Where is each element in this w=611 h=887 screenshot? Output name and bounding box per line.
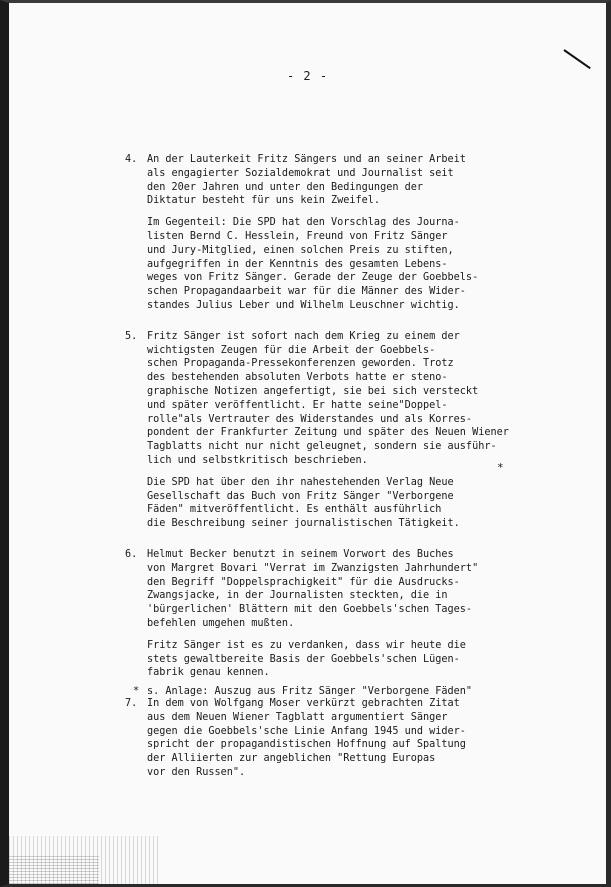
numbered-item-4 xyxy=(119,153,539,313)
paragraph: Fritz Sänger ist es zu verdanken, dass wir heute die stets gewaltbereite Basis der Goebbels'schen Lügen- fabrik genau kennen. xyxy=(147,639,466,679)
paragraph: Fritz Sänger ist sofort nach dem Krieg zu einem der wichtigsten Zeugen für die Arbeit der Goebbels- schen Propaganda-Pressekonferenzen geworden. Trotz des bestehenden absoluten Verbots hatte er steno- graphische Notizen angefertigt, sie bei sich versteckt und später veröffentlicht. Er hatte seine"Doppel- rolle"als Vertrauter des Widerstandes und als Korres- pondent der Frankfurter Zeitung und später des Neuen Wiener Tagblatts nicht nur nicht geleugnet, sondern sie ausführ- lich und selbstkritisch beschrieben. xyxy=(147,330,509,466)
item-number: 4. xyxy=(125,154,138,165)
footnote-marker: * xyxy=(133,686,140,697)
footnote-reference-mark: * xyxy=(497,461,504,474)
footnote xyxy=(133,685,533,699)
paragraph: An der Lauterkeit Fritz Sängers und an seiner Arbeit als engagierter Sozialdemokrat und Journalist seit den 20er Jahren und unter den Bedingungen der Diktatur besteht für uns kein Zweifel. xyxy=(147,154,466,207)
numbered-item-5 xyxy=(119,330,539,531)
numbered-item-6 xyxy=(119,548,539,680)
scan-smudge xyxy=(9,854,99,884)
paragraph: Die SPD hat über den ihr nahestehenden Verlag Neue Gesellschaft das Buch von Fritz Sänger "Verborgene Fäden" mitveröffentlicht. Es enthält ausführlich die Beschreibung seiner journalistischen Tätigkeit. xyxy=(147,476,460,530)
footnote-text: s. Anlage: Auszug aus Fritz Sänger "Verborgene Fäden" xyxy=(147,686,473,697)
numbered-item-7 xyxy=(119,697,539,780)
paragraph: Helmut Becker benutzt in seinem Vorwort des Buches von Margret Bovari "Verrat im Zwanzigsten Jahrhundert" den Begriff "Doppelsprachigkeit" für die Ausdrucks- Zwangsjacke, in der Journalisten steckten, die in 'bürgerlichen' Blättern mit den Goebbels'schen Tages- befehlen umgehen mußten. xyxy=(147,548,479,629)
page-number: - 2 - xyxy=(286,69,329,83)
item-number: 7. xyxy=(125,698,138,710)
pen-stroke-mark xyxy=(563,49,590,69)
paragraph: In dem von Wolfgang Moser verkürzt gebrachten Zitat aus dem Neuen Wiener Tagblatt argumentiert Sänger gegen die Goebbels'sche Linie Anfang 1945 und wider- spricht der propagandistischen Hoffnung auf Spaltung der Alliierten zur angeblichen "Rettung Europas vor den Russen". xyxy=(147,698,466,779)
item-number: 5. xyxy=(125,330,138,342)
document-body xyxy=(119,153,539,797)
paragraph: Im Gegenteil: Die SPD hat den Vorschlag des Journa- listen Bernd C. Hesslein, Freund von Fritz Sänger und Jury-Mitglied, einen solchen Preis zu stiften, aufgegriffen in der Kenntnis des gesamten Lebens- weges von Fritz Sänger. Gerade der Zeuge der Goebbels- schen Propagandaarbeit war für die Männer des Wider- standes Julius Leber und Wilhelm Leuschner wichtig. xyxy=(147,217,479,311)
item-number: 6. xyxy=(125,548,138,560)
